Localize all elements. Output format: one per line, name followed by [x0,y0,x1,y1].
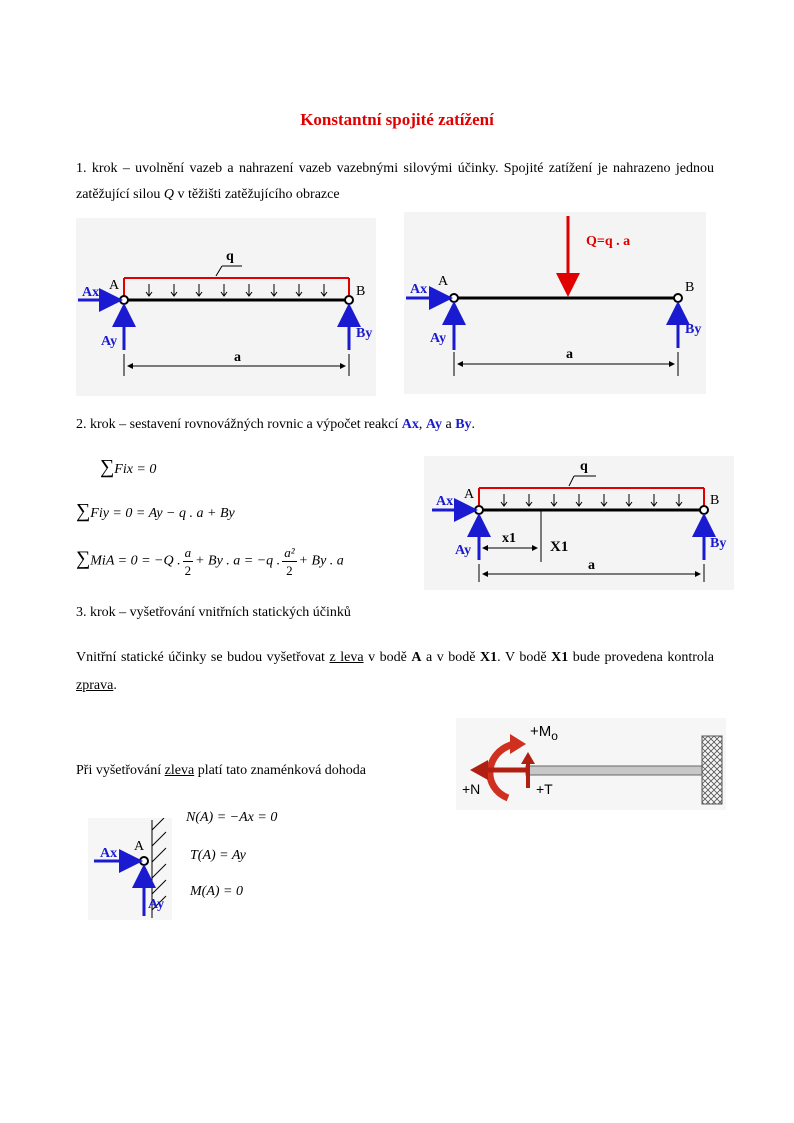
fraction-a-over-2 [183,544,194,579]
label-a: a [566,347,573,362]
figure-distributed-load [76,218,376,396]
eq3-part-b: + By . a = −q . [195,553,281,569]
step1-text-before: 1. krok – uvolnění vazeb a nahrazení vazeb vazebnými silovými účinky. Spojité zatížení je nahrazeno jednou zatěžující silou [76,161,714,202]
label-Ax: Ax [100,846,118,861]
step2-ax: Ax [401,417,419,432]
equation-N-A: N(A) = −Ax = 0 [186,810,278,825]
step1-text-after: v těžišti zatěžujícího obrazce [173,187,340,202]
beam-bar [526,766,702,775]
eq3-part-a: MiA = 0 = −Q . [90,553,181,569]
p4-X1: X1 [480,650,498,665]
label-Ay: Ay [101,334,118,349]
step2-ay: Ay [425,417,442,432]
label-B: B [710,493,720,508]
label-Q: Q=q . a [586,234,631,249]
eq2-text: Fiy = 0 = Ay − q . a + By [90,506,235,521]
figure-resultant-force [404,212,706,394]
p4-t6: . [113,678,117,693]
step3-paragraph: 3. krok – vyšetřování vnitřních statických účinků [76,605,351,620]
label-T: +T [536,781,553,797]
label-Ax: Ax [82,285,100,300]
label-a: a [234,350,241,365]
figure-sign-convention [456,718,726,810]
label-By: By [356,326,373,341]
support-b [345,296,353,304]
step2-by: By [455,417,472,432]
support-a [475,506,483,514]
point-a [140,857,148,865]
label-A: A [109,278,120,293]
frac2-den: 2 [286,563,293,578]
eq1-text: Fix = 0 [114,462,157,477]
p5-t1: Při vyšetřování [76,763,165,778]
p4-t3: a v bodě [421,650,481,665]
label-X1: X1 [550,539,569,555]
label-Ay: Ay [430,331,447,346]
equation-sum-fx: ∑Fix = 0 [100,456,157,478]
label-A: A [464,487,475,502]
p4-t4: . V bodě [497,650,552,665]
equation-T-A: T(A) = Ay [190,848,246,863]
support-b [700,506,708,514]
paragraph-sign-convention [76,758,436,784]
paragraph-internal-effects [76,644,714,700]
label-Ay: Ay [455,543,472,558]
figure-section-x1 [424,456,734,590]
p4-zleva: z leva [329,650,364,665]
label-N: +N [462,781,481,797]
label-Ay: Ay [148,897,165,912]
p4-X1b: X1 [551,650,569,665]
p5-zleva: zleva [164,763,195,778]
support-a [120,296,128,304]
figure-point-a [88,818,172,920]
step2-sep1: , [418,417,426,432]
equation-sum-moment: ∑MiA = 0 = −Q . $\frac{a}{2}$ + By . a = −q . $\frac{\text{a²}}{2}$ + By . a [76,545,344,578]
step2-sep2: a [441,417,456,432]
p5-t2: platí tato znaménková dohoda [194,763,367,778]
label-B: B [685,280,695,295]
frac2-num: a² [284,545,295,560]
step1-paragraph [76,156,714,208]
label-Ax: Ax [410,282,428,297]
label-B: B [356,284,366,299]
p4-t5: bude provedena kontrola [568,650,714,665]
support-b [674,294,682,302]
p4-A: A [411,650,422,665]
label-a: a [588,558,595,573]
step2-text: 2. krok – sestavení rovnovážných rovnic a výpočet reakcí [76,417,402,432]
equation-sum-fy: ∑Fiy = 0 = Ay − q . a + By [76,500,235,522]
label-M: $+M_o$ [530,723,558,743]
support-a [450,294,458,302]
label-x1: x1 [502,531,516,546]
label-A: A [438,274,449,289]
label-q: q [580,459,588,474]
p4-zprava: zprava [76,678,114,693]
p4-t1: Vnitřní statické účinky se budou vyšetřovat [76,650,330,665]
label-Ax: Ax [436,494,454,509]
fraction-a2-over-2 [282,544,296,579]
step2-end: . [471,417,476,432]
label-A: A [134,839,145,854]
eq3-part-c: + By . a [298,553,344,569]
label-q: q [226,249,234,264]
page-title: Konstantní spojité zatížení [300,110,494,129]
equation-M-A: M(A) = 0 [190,884,243,899]
fixed-wall [702,736,722,804]
step2-paragraph [76,412,714,438]
label-By: By [710,536,727,551]
frac1-num: a [184,545,192,560]
p4-t2: v bodě [363,650,412,665]
q-symbol: Q [163,187,174,202]
label-By: By [685,322,702,337]
frac1-den: 2 [184,563,192,578]
